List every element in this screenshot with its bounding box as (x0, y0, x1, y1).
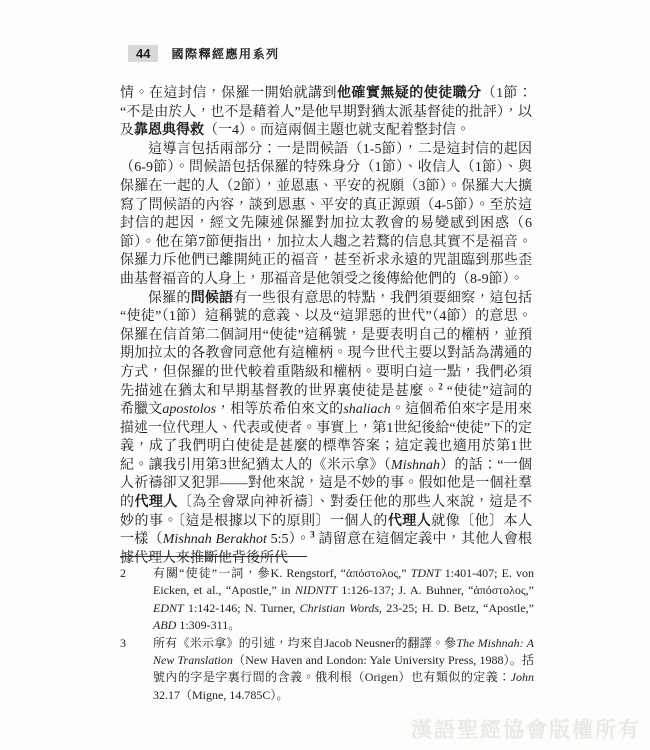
footnote-separator (120, 556, 307, 557)
body-paragraph: 情。在這封信，保羅一開始就講到他確實無疑的使徒職分（1節：“不是由於人，也不是藉着人”是他早期對猶太派基督徒的批評），以及靠恩典得救（一4）。而這兩個主題也就支配着整封信。 (120, 86, 533, 139)
footnote-text: 所有《米示拿》的引述，均來自Jacob Neusner的翻譯。參The Mishnah: A New Translation（New Haven and London: Yale University Press, 1988）。括號內的字是字裏行間的含義。俄利根（Origen）也有類似的定義：John 32.17（Migne, 14.785C）。 (153, 635, 535, 702)
body-paragraph: 保羅的問候語有一些很有意思的特點，我們須要細察，這包括“使徒”（1節）這稱號的意義、以及“這罪惡的世代”（4節）的意思。保羅在信首第二個詞用“使徒”這稱號，是要表明自己的權柄，並預期加拉太的各教會同意他有這權柄。現今世代主要以對話為溝通的方式，但保羅的世代較着重階級和權柄。要明白這一點，我們必須先描述在猶太和早期基督教的世界裏使徒是甚麼。$^2$ “使徒”這詞的希臘文apostolos，相等於希伯來文的shaliach。這個希伯來字是用來描述一位代理人、代表或使者。事實上，第1世紀後給“使徒”下的定義，成了我們明白使徒是甚麼的標準答案；這定義也適用於第1世紀。讓我引用第3世紀猶太人的《米示拿》（Mishnah）的話：“一個人祈禱卻又犯罪——對他來說，這是不妙的事。假如他是一個社羣的代理人〔為全會眾向神祈禱〕、對委任他的那些人來說，這是不妙的事。〔這是根據以下的原則〕一個人的代理人就像〔他〕本人一樣（Mishnah Berakhot 5:5）。$^3$ 請留意在這個定義中，其他人會根據代理人來推斷他背後所代 (120, 290, 533, 566)
footnote (120, 565, 534, 635)
body-text (120, 85, 532, 568)
footnote-number: 2 (120, 566, 126, 580)
publisher-watermark: 漢語聖經協會版權所有 (411, 719, 641, 742)
series-title: 國際釋經應用系列 (171, 47, 280, 61)
footnote (120, 635, 534, 705)
page-header (128, 45, 279, 62)
page-number: 44 (128, 45, 158, 62)
body-paragraph: 這導言包括兩部分：一是問候語（1-5節），二是這封信的起因（6-9節）。問候語包括保羅的特殊身分（1節）、收信人（1節）、與保羅在一起的人（2節），並恩惠、平安的祝願（3節）。保羅大大擴寫了問候語的內容，談到恩惠、平安的真正源頭（4-5節）。至於這封信的起因，經文先陳述保羅對加拉太教會的易變感到困惑（6節）。他在第7節便指出，加拉太人趨之若鶩的信息其實不是福音。保羅力斥他們已離開純正的福音，甚至祈求永遠的咒詛臨到那些歪曲基督福音的人身上，那福音是他領受之後傳給他們的（8-9節）。 (120, 141, 532, 287)
footnote-text: 有關“使徒”一詞，參K. Rengstorf, “ἀπόστολος,” TDNT 1:401-407; E. von Eicken, et al., “Apostle,” in NIDNTT 1:126-137; J. A. Buhner, “ἀπόστολος,” EDNT 1:142-146; N. Turner, Christian Words, 23-25; H. D. Betz, “Apostle,” ABD 1:309-311。 (153, 566, 535, 633)
footnote-number: 3 (120, 635, 126, 650)
footnotes-section (120, 556, 534, 704)
